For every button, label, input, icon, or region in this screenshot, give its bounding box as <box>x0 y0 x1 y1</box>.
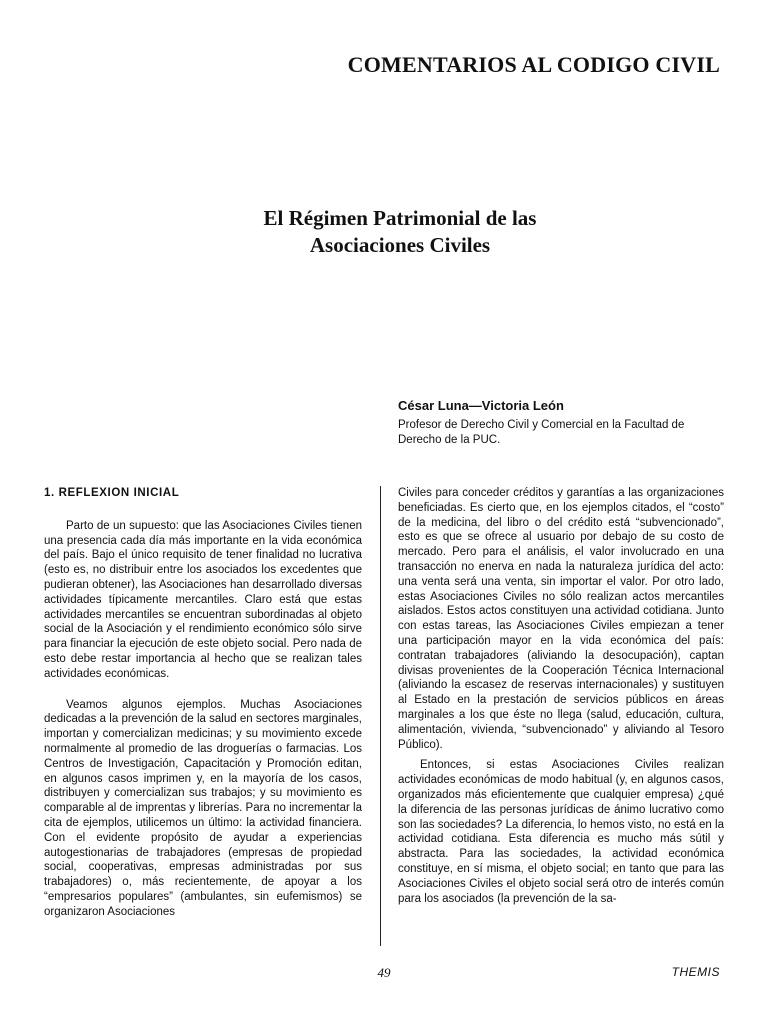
byline <box>398 398 728 447</box>
left-column <box>44 486 362 920</box>
article-title <box>150 205 650 259</box>
article-title-line-1: El Régimen Patrimonial de las <box>263 206 537 230</box>
author-names: César Luna—Victoria León <box>398 398 564 413</box>
running-head: COMENTARIOS AL CODIGO CIVIL <box>347 52 720 77</box>
author-affiliation: Profesor de Derecho Civil y Comercial en la Facultad de Derecho de la PUC. <box>398 419 685 446</box>
body-paragraph: Civiles para conceder créditos y garantías a las organizaciones beneficiadas. Es cierto que, en los ejemplos citados, el “costo” de la medicina, del libro o del crédito está “subvencionado”, esto es que se ofrece al usuario por debajo de su costo de mercado. Pero para el análisis, el valor involucrado en una transacción no enerva en nada la naturaleza jurídica del acto: una venta será una venta, sin importar el valor. Por otro lado, estas Asociaciones Civiles no sólo realizan actos mercantiles aislados. Estos actos constituyen una actividad cotidiana. Junto con estas tareas, las Asociaciones Civiles empiezan a tener una participación mayor en la vida económica del país: contratan trabajadores (aliviando la desocupación), captan divisas provenientes de la Cooperación Técnica Internacional (aliviando la escasez de reservas internacionales) y sustituyen al Estado en la prestación de servicios públicos en áreas marginales a los que éste no llega (salud, educación, cultura, alimentación, vivienda, “subvencionado” y aliviando al Tesoro Público). <box>398 487 724 751</box>
body-paragraph: Entonces, si estas Asociaciones Civiles realizan actividades económicas de modo habitual (y, en algunos casos, organizados más eficientemente que cualquier empresa) ¿qué la diferencia de las personas jurídicas de ánimo lucrativo como son las sociedades? La diferencia, lo hemos visto, no está en la actividad cotidiana. Esta diferencia es mucho más sútil y abstracta. Para las sociedades, la actividad económica constituye, en sí misma, el objeto social; en tanto que para las Asociaciones Civiles el objeto social será otro de interés común para los asociados (la prevención de la sa- <box>398 759 724 905</box>
body-paragraph: Veamos algunos ejemplos. Muchas Asociaciones dedicadas a la prevención de la salud en sectores marginales, importan y comercializan medicinas; y su movimiento excede normalmente al promedio de las droguerías o farmacias. Los Centros de Investigación, Capacitación y Promoción editan, en algunos casos imprimen y, en la mayoría de los casos, distribuyen y comercializan sus trabajos; y su movimiento es comparable al de imprentas y librerías. Para no incrementar la cita de ejemplos, utilicemos un último: la actividad financiera. Con el evidente propósito de ayudar a experiencias autogestionarias de trabajadores (empresas de propiedad social, cooperativas, empresas administradas por sus trabajadores) o, más recientemente, de apoyar a los “empresarios populares” (ambulantes, sin eufemismos) se organizaron Asociaciones <box>44 698 362 918</box>
column-divider <box>380 486 381 946</box>
article-title-line-2: Asociaciones Civiles <box>309 233 491 257</box>
journal-name: THEMIS <box>671 965 720 979</box>
page-number: 49 <box>377 965 391 980</box>
right-column <box>398 486 724 906</box>
paragraph-spacer <box>44 682 362 698</box>
section-heading: 1. REFLEXION INICIAL <box>44 487 180 499</box>
body-paragraph: Parto de un supuesto: que las Asociaciones Civiles tienen una presencia cada día más importante en la vida económica del país. Bajo el único requisito de tener finalidad no lucrativa (esto es, no distribuir entre los asociados los excedentes que pudieran obtener), las Asociaciones han desarrollado diversas actividades típicamente mercantiles. Claro está que estas actividades mercantiles se encuentran subordinadas al objeto social de la Asociación y el rendimiento económico sólo sirve para financiar la ejecución de este objeto social. Pero nada de esto debe restar importancia al hecho que se realizan tales actividades económicas. <box>44 519 362 680</box>
